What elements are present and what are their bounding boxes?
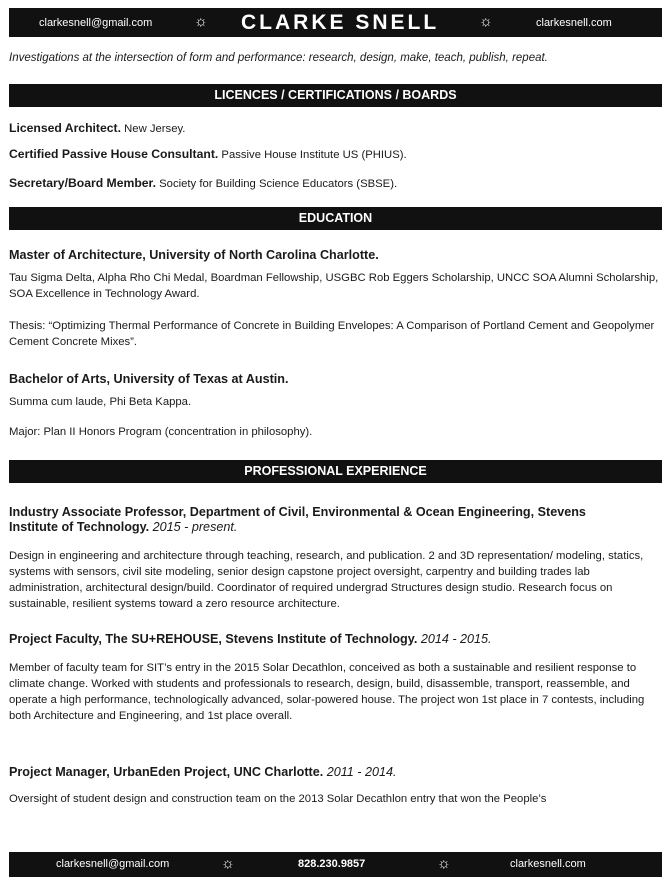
sun-icon: ☼ — [194, 13, 208, 30]
education-degree: Master of Architecture, University of North Carolina Charlotte. — [9, 248, 379, 262]
experience-dates: 2015 - present. — [152, 520, 238, 534]
sun-icon: ☼ — [437, 855, 451, 872]
licence-item — [9, 120, 665, 137]
experience-title: Industry Associate Professor, Department of Civil, Environmental & Ocean Engineering, Stevens Institute of Technology. — [9, 505, 586, 534]
licence-item — [9, 175, 665, 192]
licence-item — [9, 146, 665, 163]
header-email[interactable]: clarkesnell@gmail.com — [39, 16, 153, 29]
licence-label: Certified Passive House Consultant. — [9, 147, 219, 161]
experience-title: Project Manager, UrbanEden Project, UNC Charlotte. — [9, 765, 324, 779]
education-note: Major: Plan II Honors Program (concentration in philosophy). — [9, 426, 313, 438]
footer-website[interactable]: clarkesnell.com — [510, 858, 586, 870]
footer-bar — [9, 852, 662, 877]
education-honors: Summa cum laude, Phi Beta Kappa. — [9, 396, 192, 408]
experience-dates: 2014 - 2015. — [420, 632, 492, 646]
section-title-licences: LICENCES / CERTIFICATIONS / BOARDS — [9, 84, 662, 107]
licence-detail: Society for Building Science Educators (SBSE). — [159, 178, 398, 190]
education-honors: Tau Sigma Delta, Alpha Rho Chi Medal, Boardman Fellowship, USGBC Rob Eggers Scholarship, UNCC SOA Alumni Scholarship, SOA Excellence in Technology Award. — [9, 272, 659, 300]
footer-phone[interactable]: 828.230.9857 — [298, 858, 366, 870]
experience-role — [9, 632, 665, 647]
footer-email[interactable]: clarkesnell@gmail.com — [56, 858, 170, 870]
licence-detail: Passive House Institute US (PHIUS). — [221, 149, 407, 161]
tagline: Investigations at the intersection of form and performance: research, design, make, teach, publish, repeat. — [9, 52, 548, 64]
education-note: Thesis: “Optimizing Thermal Performance of Concrete in Building Envelopes: A Comparison of Portland Cement and Geopolymer Cement Concrete Mixes”. — [9, 320, 655, 348]
experience-dates: 2011 - 2014. — [326, 765, 397, 779]
experience-description: Member of faculty team for SIT’s entry in the 2015 Solar Decathlon, conceived as both a sustainable and resilient response to climate change. Worked with students and professionals to research, design, build, disassemble, transport, reassemble, and operate a high performance, technologically advanced, solar-powered house. The project won 1st place in 7 contests, including both Architecture and Engineering, and 1st place overall. — [9, 662, 645, 722]
section-title-education: EDUCATION — [9, 207, 662, 230]
header-website[interactable]: clarkesnell.com — [536, 16, 612, 29]
header-name: CLARKE SNELL — [241, 11, 440, 34]
experience-role — [9, 505, 629, 535]
experience-title: Project Faculty, The SU+REHOUSE, Stevens Institute of Technology. — [9, 632, 418, 646]
experience-role — [9, 765, 665, 780]
education-degree: Bachelor of Arts, University of Texas at Austin. — [9, 372, 289, 386]
header-bar — [9, 8, 662, 37]
sun-icon: ☼ — [479, 13, 493, 30]
sun-icon: ☼ — [221, 855, 235, 872]
experience-description: Oversight of student design and construction team on the 2013 Solar Decathlon entry that won the People’s — [9, 793, 547, 805]
licence-detail: New Jersey. — [124, 123, 186, 135]
licence-label: Licensed Architect. — [9, 121, 121, 135]
section-title-experience: PROFESSIONAL EXPERIENCE — [9, 460, 662, 483]
licence-label: Secretary/Board Member. — [9, 176, 156, 190]
experience-description: Design in engineering and architecture through teaching, research, and publication. 2 and 3D representation/ modeling, statics, systems with sensors, civil site modeling, senior design capstone project oversight, carpentry and building trades lab administration, architectural design/build. Coordinator of required undergrad Structures design studio. Research focus on sustainable, resilient systems toward a zero resource architecture. — [9, 550, 644, 610]
